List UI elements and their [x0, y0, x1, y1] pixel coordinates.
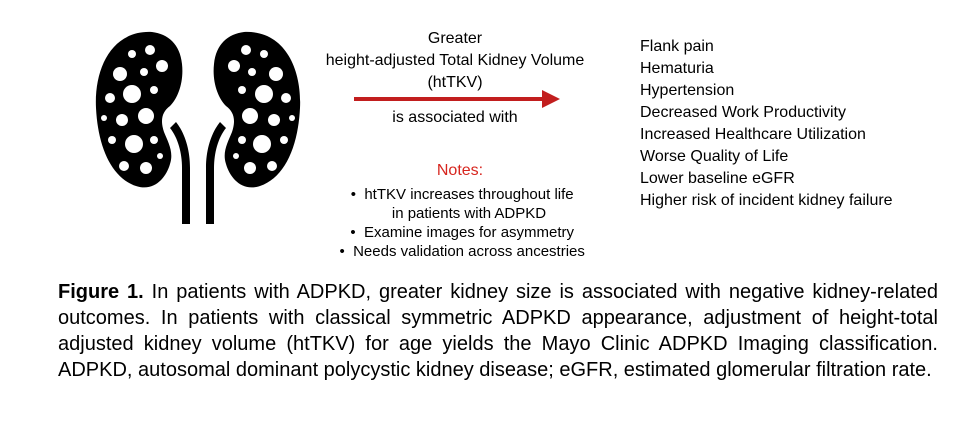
note-text-line: in patients with ADPKD	[391, 205, 547, 222]
note-text: Examine images for asymmetry	[363, 224, 575, 241]
bullet-icon: •	[339, 243, 345, 260]
note-item	[308, 185, 608, 223]
kidney-volume-label	[300, 28, 610, 94]
caption-text: In patients with ADPKD, greater kidney size is associated with negative kidney-related outcomes. In patients with classical symmetric ADPKD appearance, adjustment of height-total adjusted kidney volume (htTKV) for age yields the Mayo Clinic ADPKD Imaging classification. ADPKD, autosomal dominant polycystic kidney disease; eGFR, estimated glomerular filtration rate.	[58, 281, 938, 381]
figure-label: Figure 1.	[58, 281, 144, 303]
outcome-item: Hematuria	[640, 60, 714, 77]
note-item	[308, 223, 608, 242]
right-kidney	[206, 32, 300, 224]
note-text	[364, 185, 573, 223]
right-arrow-icon	[354, 90, 560, 108]
kidney-volume-label-line: height-adjusted Total Kidney Volume	[325, 52, 585, 69]
bullet-icon: •	[350, 224, 356, 241]
outcome-item: Increased Healthcare Utilization	[640, 126, 866, 143]
outcome-item: Hypertension	[640, 82, 735, 99]
outcome-item: Flank pain	[640, 38, 714, 55]
outcome-item: Higher risk of incident kidney failure	[640, 192, 893, 209]
outcome-item: Lower baseline eGFR	[640, 170, 795, 187]
note-item	[308, 242, 608, 261]
figure-caption	[58, 279, 938, 383]
note-text: Needs validation across ancestries	[353, 243, 585, 260]
polycystic-kidneys-icon	[92, 28, 304, 224]
notes-list	[308, 185, 608, 261]
kidney-volume-label-line: Greater	[427, 30, 483, 47]
association-label: is associated with	[392, 109, 518, 126]
note-text-line: htTKV increases throughout life	[364, 186, 574, 203]
outcome-item: Worse Quality of Life	[640, 148, 789, 165]
outcomes-list	[640, 36, 960, 212]
left-kidney	[96, 32, 190, 224]
bullet-icon: •	[350, 186, 356, 203]
kidney-volume-label-line: (htTKV)	[427, 74, 483, 91]
notes-title: Notes:	[436, 162, 484, 179]
outcome-item: Decreased Work Productivity	[640, 104, 846, 121]
